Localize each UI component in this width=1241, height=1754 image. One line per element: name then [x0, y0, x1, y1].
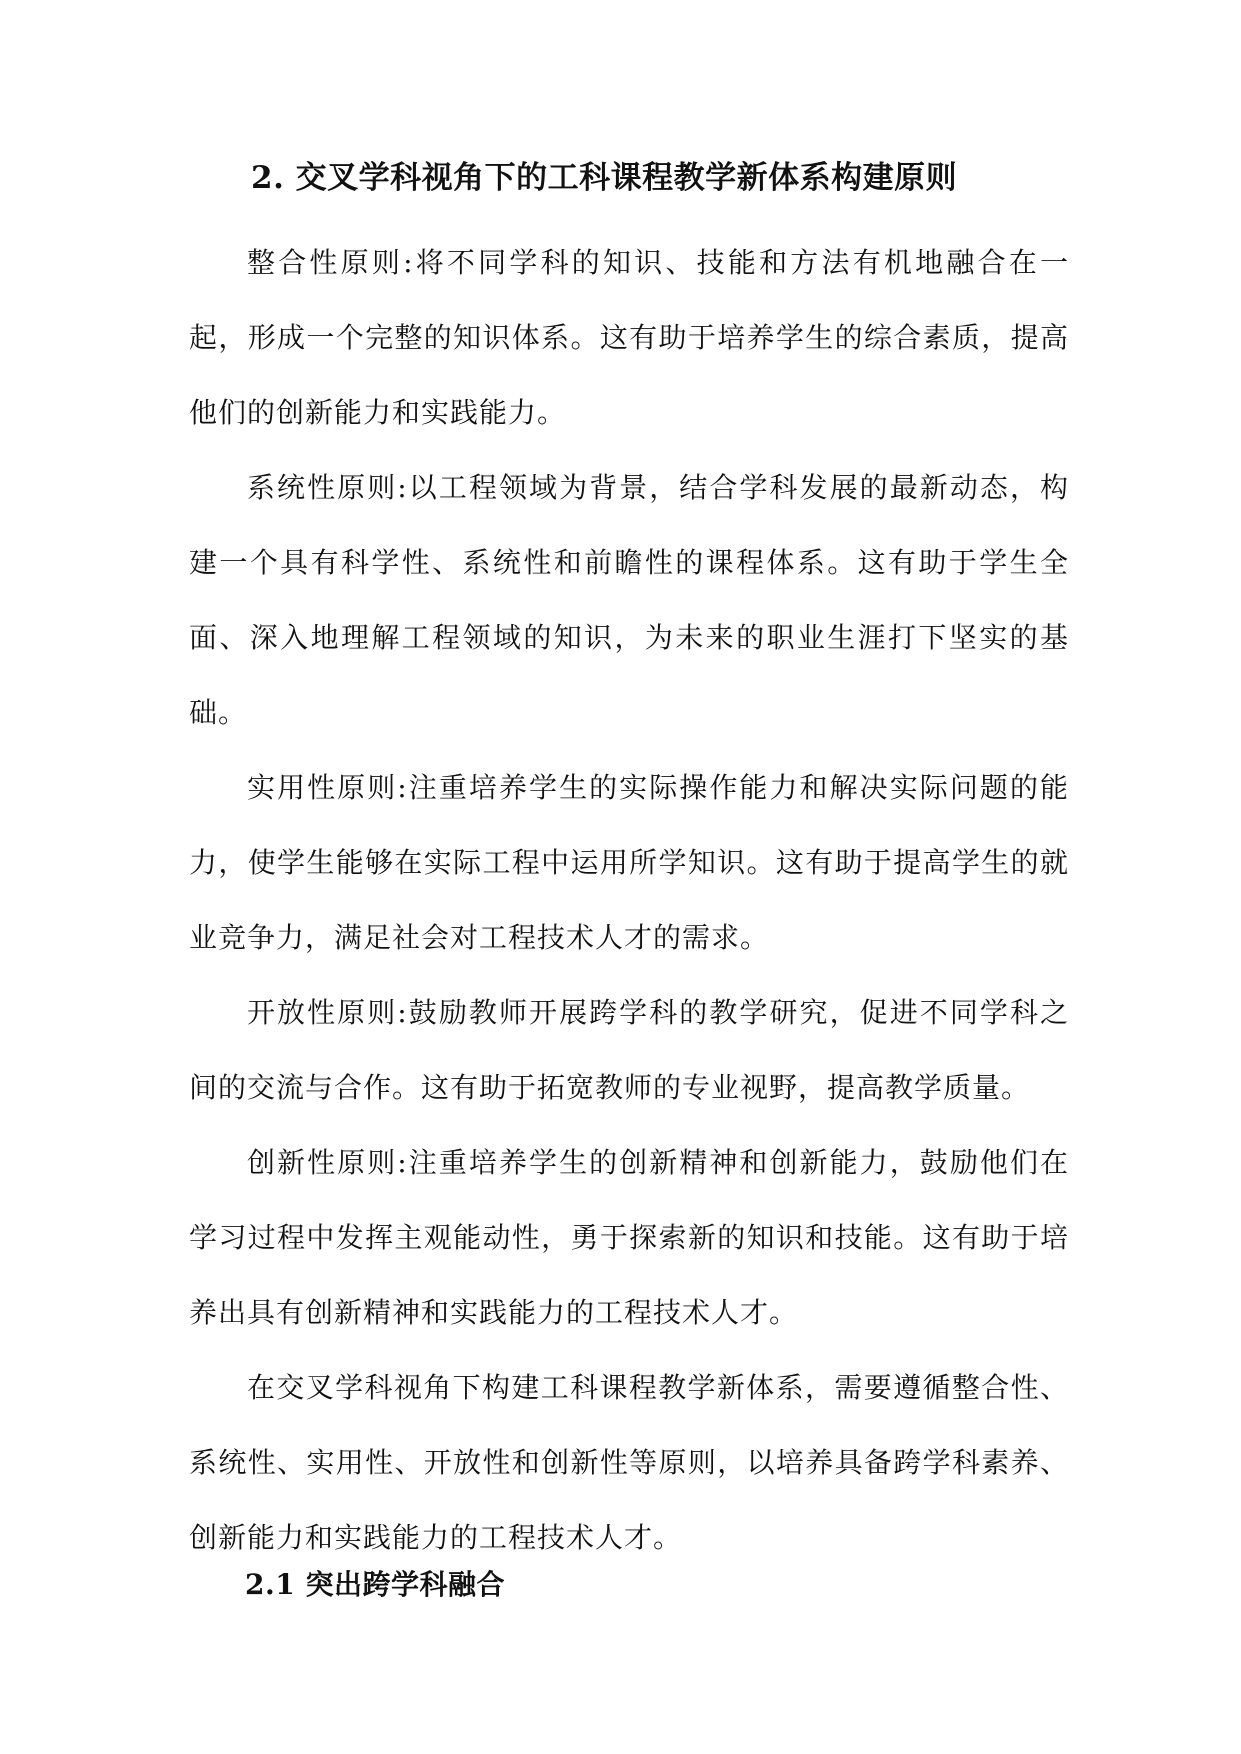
- paragraph-summary: 在交叉学科视角下构建工科课程教学新体系，需要遵循整合性、系统性、实用性、开放性和创新性等原则，以培养具备跨学科素养、创新能力和实践能力的工程技术人才。: [189, 1371, 1069, 1554]
- paragraph-openness-principle: 开放性原则:鼓励教师开展跨学科的教学研究，促进不同学科之间的交流与合作。这有助于拓宽教师的专业视野，提高教学质量。: [189, 996, 1069, 1104]
- body-text: [189, 225, 1069, 1575]
- paragraph-systematic-principle: 系统性原则:以工程领域为背景，结合学科发展的最新动态，构建一个具有科学性、系统性和前瞻性的课程体系。这有助于学生全面、深入地理解工程领域的知识，为未来的职业生涯打下坚实的基础。: [189, 471, 1069, 729]
- section-heading: 2. 交叉学科视角下的工科课程教学新体系构建原则: [251, 160, 958, 196]
- paragraph-innovation-principle: 创新性原则:注重培养学生的创新精神和创新能力，鼓励他们在学习过程中发挥主观能动性，勇于探索新的知识和技能。这有助于培养出具有创新精神和实践能力的工程技术人才。: [189, 1146, 1069, 1329]
- subsection-heading: 2.1 突出跨学科融合: [245, 1568, 505, 1601]
- paragraph-practical-principle: 实用性原则:注重培养学生的实际操作能力和解决实际问题的能力，使学生能够在实际工程中运用所学知识。这有助于提高学生的就业竞争力，满足社会对工程技术人才的需求。: [189, 771, 1069, 954]
- paragraph-integration-principle: 整合性原则:将不同学科的知识、技能和方法有机地融合在一起，形成一个完整的知识体系。这有助于培养学生的综合素质，提高他们的创新能力和实践能力。: [189, 246, 1069, 429]
